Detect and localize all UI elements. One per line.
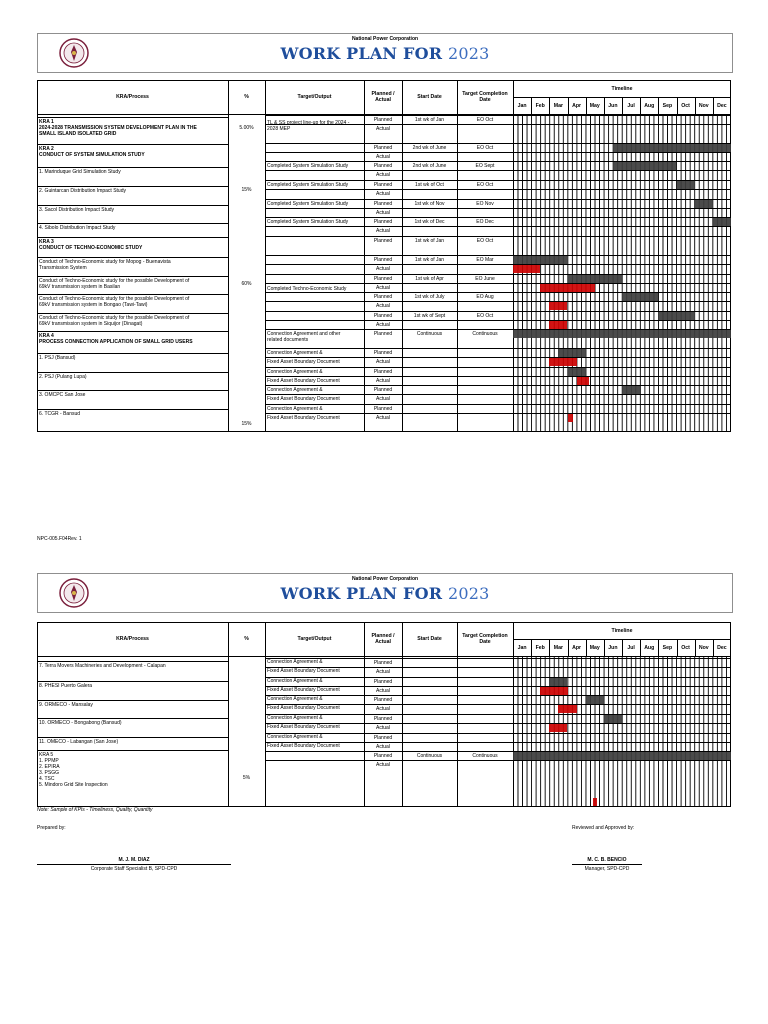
title-year: 2023 [448, 44, 490, 63]
completion-date: EO Mar [476, 257, 494, 263]
col-header-start-date: Start Date [417, 636, 442, 642]
planned-actual-label: Actual [376, 688, 390, 694]
kra-text: 69kV transmission system in Siquijor (Dinagat) [39, 321, 143, 327]
target-output: Fixed Asset Boundary Document [267, 687, 340, 693]
target-output: Fixed Asset Boundary Document [267, 743, 340, 749]
start-date: 1st wk of Dec [414, 219, 445, 225]
planned-actual-label: Planned [373, 716, 393, 722]
gantt-bar-planned [558, 349, 585, 357]
gantt-bar-actual [540, 687, 567, 695]
col-header-target: Target/Output [297, 94, 332, 100]
month-header-may: May [589, 102, 600, 109]
col-header-timeline: Timeline [611, 627, 633, 634]
completion-date: EO Nov [476, 201, 494, 207]
target-output: Connection Agreement & [267, 678, 323, 684]
kra-row-line [37, 737, 228, 738]
start-date: 1st wk of July [414, 294, 445, 300]
planned-actual-label: Planned [373, 257, 393, 263]
kra-text: 2. PSJ (Pulang Lupa) [39, 374, 87, 380]
page-title [38, 584, 732, 603]
month-header-feb: Feb [535, 644, 545, 651]
planned-actual-label: Planned [373, 313, 393, 319]
target-output: Fixed Asset Boundary Document [267, 724, 340, 730]
planned-actual-label: Actual [376, 126, 390, 132]
gantt-bar-planned [586, 696, 604, 704]
kra-text: 3. PSGG [39, 770, 60, 776]
kra-text: KRA 2 [39, 146, 54, 152]
month-divider [677, 639, 678, 656]
gantt-bar-planned [713, 218, 731, 226]
planned-actual-label: Actual [376, 744, 390, 750]
row-line [265, 226, 731, 227]
signatory-2 [572, 857, 642, 872]
planned-actual-label: Actual [376, 359, 390, 365]
note-text: Note: Sample of KPIs - Timeliness, Quality, Quantity [37, 807, 153, 813]
form-number: NPC-005.F04Rev. 1 [37, 536, 82, 542]
month-header-jan: Jan [517, 644, 527, 651]
gantt-bar-planned [604, 715, 622, 723]
kra-row-line [37, 205, 228, 206]
target-output: Fixed Asset Boundary Document [267, 668, 340, 674]
gantt-bar-planned [622, 386, 640, 394]
planned-actual-label: Actual [376, 154, 390, 160]
kra-text: 7. Terra Movers Machineries and Development - Calapan [39, 663, 166, 669]
target-output: Connection Agreement & [267, 406, 323, 412]
month-header-feb: Feb [535, 102, 545, 109]
row-line [265, 189, 731, 190]
month-header-may: May [589, 644, 600, 651]
month-header-oct: Oct [681, 644, 690, 651]
month-header-apr: Apr [572, 102, 582, 109]
start-date: 1st wk of Oct [415, 182, 444, 188]
month-divider [622, 97, 623, 114]
kra-text: 9. ORMECO - Mansalay [39, 702, 93, 708]
prepared-by-label: Prepared by: [37, 825, 66, 831]
page-header-2 [37, 573, 733, 613]
start-date: 1st wk of Jan [414, 117, 445, 123]
month-divider [640, 639, 641, 656]
percentage: 60% [241, 281, 252, 287]
month-divider [658, 97, 659, 114]
planned-actual-label: Actual [376, 706, 390, 712]
row-line [265, 348, 731, 349]
percentage: 5.00% [239, 125, 254, 131]
gantt-bar-planned [613, 144, 731, 152]
target-output: Completed System Simulation Study [267, 163, 349, 169]
kra-text: 1. PPMP [39, 758, 59, 764]
row-line [265, 264, 731, 265]
target-output: Connection Agreement and other [267, 331, 341, 337]
planned-actual-label: Actual [376, 762, 390, 768]
gantt-bar-planned [568, 275, 623, 283]
planned-actual-label: Planned [373, 753, 393, 759]
target-output: Fixed Asset Boundary Document [267, 705, 340, 711]
month-divider [568, 97, 569, 114]
completion-date: EO Oct [476, 313, 494, 319]
completion-date: EO Oct [476, 238, 494, 244]
row-line [265, 357, 731, 358]
signatory-2-position: Manager, SPD-CPD [584, 866, 630, 872]
target-output: Completed System Simulation Study [267, 182, 349, 188]
planned-actual-label: Planned [373, 735, 393, 741]
kra-text: 4. Sibolo Distribution Impact Study [39, 225, 116, 231]
gantt-bar-actual [593, 798, 597, 806]
kra-text: 1. PSJ (Bansud) [39, 355, 76, 361]
row-line [265, 170, 731, 171]
timeline-header-divider [513, 97, 731, 98]
completion-date: EO Oct [476, 182, 494, 188]
planned-actual-label: Planned [373, 331, 393, 337]
kra-text: 11. OMECO - Labangan (San Jose) [39, 739, 119, 745]
timeline-header-divider [513, 639, 731, 640]
page-title [38, 44, 732, 63]
kra-row-line [37, 409, 228, 410]
completion-date: EO Dec [476, 219, 494, 225]
kra-text: 69kV transmission system in Bongao (Tawi-Tawi) [39, 302, 148, 308]
col-header-completion-date: Target Completion Date [462, 91, 508, 103]
gantt-bar-planned [677, 181, 695, 189]
target-output: Connection Agreement & [267, 369, 323, 375]
month-divider [568, 639, 569, 656]
target-output: Fixed Asset Boundary Document [267, 415, 340, 421]
target-output: Connection Agreement & [267, 715, 323, 721]
planned-actual-label: Planned [373, 238, 393, 244]
start-date: 2nd wk of June [412, 163, 447, 169]
month-header-sep: Sep [662, 102, 673, 109]
kra-text: SMALL ISLAND ISOLATED GRID [39, 131, 117, 137]
month-divider [549, 639, 550, 656]
kra-row-line [37, 681, 228, 682]
month-header-jul: Jul [627, 644, 635, 651]
kra-text: 10. ORMECO - Bongabong (Bansud) [39, 720, 122, 726]
work-plan-table-2 [37, 622, 731, 807]
target-output: TL & SS project line-up for the 2024 - [267, 120, 350, 126]
planned-actual-label: Actual [376, 303, 390, 309]
kra-row-line [37, 257, 228, 258]
month-header-nov: Nov [698, 644, 709, 651]
start-date: Continuous [416, 331, 443, 337]
kra-row-line [37, 186, 228, 187]
gantt-bar-actual [549, 321, 567, 329]
target-output: Connection Agreement & [267, 387, 323, 393]
month-divider [531, 97, 532, 114]
target-output: Fixed Asset Boundary Document [267, 378, 340, 384]
signatory-1 [37, 857, 231, 872]
planned-actual-label: Actual [376, 415, 390, 421]
kra-text: KRA 5 [39, 752, 54, 758]
gantt-bar-planned [513, 256, 568, 264]
planned-actual-label: Actual [376, 669, 390, 675]
gantt-bar-actual [577, 377, 590, 385]
target-output: related documents [267, 337, 309, 343]
col-header-target: Target/Output [297, 636, 332, 642]
col-header-kra: KRA/Process [116, 636, 149, 642]
kra-row-line [37, 276, 228, 277]
target-output: Fixed Asset Boundary Document [267, 359, 340, 365]
month-divider [713, 639, 714, 656]
kra-text: 4. TSC [39, 776, 55, 782]
kra-row-line [37, 223, 228, 224]
column-divider [265, 80, 266, 432]
gantt-bar-planned [658, 312, 694, 320]
month-divider [549, 97, 550, 114]
start-date: 2nd wk of June [412, 145, 447, 151]
planned-actual-label: Planned [373, 679, 393, 685]
month-header-apr: Apr [572, 644, 582, 651]
month-divider [604, 97, 605, 114]
row-line [265, 301, 731, 302]
row-line [265, 760, 731, 761]
row-line [265, 394, 731, 395]
month-header-jul: Jul [627, 102, 635, 109]
gantt-bar-actual [549, 302, 567, 310]
gantt-bar-planned [513, 330, 731, 338]
planned-actual-label: Actual [376, 322, 390, 328]
title-text: WORK PLAN FOR [280, 584, 443, 603]
planned-actual-label: Planned [373, 406, 393, 412]
kra-text: 8. PHESI Puerto Galera [39, 683, 93, 689]
kra-text: Conduct of Techno-Economic study for the possible Development of [39, 315, 190, 321]
gantt-bar-actual [549, 724, 567, 732]
month-header-jan: Jan [517, 102, 527, 109]
completion-date: EO Sept [475, 163, 495, 169]
kra-row-line [37, 353, 228, 354]
row-line [265, 376, 731, 377]
kra-row-line [37, 117, 228, 118]
planned-actual-label: Planned [373, 163, 393, 169]
start-date: 1st wk of Jan [414, 257, 445, 263]
completion-date: EO June [475, 276, 495, 282]
target-output: Completed System Simulation Study [267, 219, 349, 225]
month-header-dec: Dec [717, 644, 727, 651]
start-date: 1st wk of Nov [414, 201, 445, 207]
kra-text: Transmission System [39, 265, 87, 271]
kra-text: Conduct of Techno-Economic study for the possible Development of [39, 296, 190, 302]
title-text: WORK PLAN FOR [280, 44, 443, 63]
row-line [265, 208, 731, 209]
planned-actual-label: Planned [373, 145, 393, 151]
month-divider [695, 639, 696, 656]
col-header-planned-actual: Planned / Actual [371, 633, 395, 645]
kra-text: KRA 3 [39, 239, 54, 245]
month-header-jun: Jun [608, 102, 618, 109]
target-output: Connection Agreement & [267, 696, 323, 702]
kra-text: 2. Guintarcan Distribution Impact Study [39, 188, 126, 194]
gantt-bar-actual [558, 705, 576, 713]
completion-date: EO Aug [476, 294, 494, 300]
column-divider [228, 80, 229, 432]
kra-row-line [37, 237, 228, 238]
row-line [265, 152, 731, 153]
kra-row-line [37, 750, 228, 751]
row-line [265, 385, 731, 386]
gantt-bar-actual [540, 284, 595, 292]
percentage: 5% [242, 775, 251, 781]
planned-actual-label: Planned [373, 660, 393, 666]
target-output: Completed System Simulation Study [267, 201, 349, 207]
reviewed-by-label: Reviewed and Approved by: [572, 825, 635, 831]
month-divider [586, 639, 587, 656]
gantt-bar-planned [622, 293, 658, 301]
month-header-dec: Dec [717, 102, 727, 109]
kra-text: 3. OMCPC San Jose [39, 392, 86, 398]
kra-row-line [37, 331, 228, 332]
month-divider [531, 639, 532, 656]
target-output: Connection Agreement & [267, 350, 323, 356]
gantt-bar-planned [695, 200, 713, 208]
kra-row-line [37, 372, 228, 373]
kra-text: PROCESS CONNECTION APPLICATION OF SMALL GRID USERS [39, 339, 193, 345]
target-output: Connection Agreement & [267, 659, 323, 665]
planned-actual-label: Actual [376, 396, 390, 402]
month-header-aug: Aug [644, 644, 655, 651]
completion-date: Continuous [472, 753, 498, 759]
planned-actual-label: Planned [373, 219, 393, 225]
planned-actual-label: Actual [376, 172, 390, 178]
col-header-timeline: Timeline [611, 85, 633, 92]
start-date: 1st wk of Apr [415, 276, 444, 282]
work-plan-table-1 [37, 80, 731, 432]
gantt-bar-planned [549, 678, 567, 686]
planned-actual-label: Planned [373, 369, 393, 375]
kra-row-line [37, 294, 228, 295]
col-header-start-date: Start Date [417, 94, 442, 100]
kra-text: 69kV transmission system in Basilan [39, 284, 121, 290]
col-header-planned-actual: Planned / Actual [371, 91, 395, 103]
month-divider [604, 639, 605, 656]
start-date: Continuous [416, 753, 443, 759]
title-year: 2023 [448, 584, 490, 603]
row-line [265, 413, 731, 414]
planned-actual-label: Actual [376, 228, 390, 234]
kra-text: 2. EPIRA [39, 764, 60, 770]
gantt-bar-planned [513, 752, 731, 760]
kra-row-line [37, 718, 228, 719]
planned-actual-label: Planned [373, 697, 393, 703]
completion-date: EO Oct [476, 145, 494, 151]
percentage: 15% [241, 421, 252, 427]
gantt-bar-actual [568, 414, 573, 422]
kra-text: 1. Marinduque Grid Simulation Study [39, 169, 121, 175]
planned-actual-label: Actual [376, 191, 390, 197]
kra-text: KRA 4 [39, 333, 54, 339]
target-output: 2028 MEP [267, 126, 291, 132]
kra-row-line [37, 390, 228, 391]
month-header-sep: Sep [662, 644, 673, 651]
month-divider [640, 97, 641, 114]
start-date: 1st wk of Jan [414, 238, 445, 244]
planned-actual-label: Actual [376, 725, 390, 731]
month-header-oct: Oct [681, 102, 690, 109]
planned-actual-label: Planned [373, 276, 393, 282]
kra-text: KRA 1 [39, 119, 54, 125]
month-header-aug: Aug [644, 102, 655, 109]
org-name: National Power Corporation [351, 36, 419, 42]
gantt-bar-actual [513, 265, 540, 273]
timeline-week-grid [513, 656, 731, 807]
month-divider [713, 97, 714, 114]
month-header-jun: Jun [608, 644, 618, 651]
page-header [37, 33, 733, 73]
gantt-bar-actual [549, 358, 576, 366]
signatory-2-name: M. C. B. BENCIO [572, 857, 642, 865]
row-line [265, 367, 731, 368]
col-header-completion-date: Target Completion Date [462, 633, 508, 645]
org-name: National Power Corporation [351, 576, 419, 582]
kra-text: Conduct of Techno-Economic study for the possible Development of [39, 278, 190, 284]
col-header-pct: % [244, 94, 249, 100]
percentage: 15% [241, 187, 252, 193]
target-output: Connection Agreement & [267, 734, 323, 740]
kra-row-line [37, 700, 228, 701]
month-header-mar: Mar [553, 644, 564, 651]
planned-actual-label: Actual [376, 378, 390, 384]
completion-date: Continuous [472, 331, 498, 337]
kra-row-line [37, 661, 228, 662]
row-line [265, 404, 731, 405]
kra-text: 3. Sacol Distribution Impact Study [39, 207, 115, 213]
month-divider [695, 97, 696, 114]
row-line [265, 320, 731, 321]
planned-actual-label: Actual [376, 266, 390, 272]
planned-actual-label: Actual [376, 210, 390, 216]
kra-text: CONDUCT OF TECHNO-ECONOMIC STUDY [39, 245, 143, 251]
kra-row-line [37, 167, 228, 168]
start-date: 1st wk of Sept [413, 313, 446, 319]
planned-actual-label: Planned [373, 387, 393, 393]
kra-text: Conduct of Techno-Economic study for Mopog - Buenavista [39, 259, 171, 265]
col-header-pct: % [244, 636, 249, 642]
planned-actual-label: Planned [373, 350, 393, 356]
month-divider [677, 97, 678, 114]
target-output: Fixed Asset Boundary Document [267, 396, 340, 402]
col-header-kra: KRA/Process [116, 94, 149, 100]
target-output: Completed Techno-Economic Study [267, 286, 347, 292]
month-header-nov: Nov [698, 102, 709, 109]
signatory-1-name: M. J. M. DIAZ [37, 857, 231, 865]
kra-row-line [37, 144, 228, 145]
month-divider [586, 97, 587, 114]
month-divider [658, 639, 659, 656]
planned-actual-label: Actual [376, 285, 390, 291]
planned-actual-label: Planned [373, 117, 393, 123]
kra-text: 2024-2028 TRANSMISSION SYSTEM DEVELOPMENT PLAN IN THE [39, 125, 197, 131]
kra-text: 6. TCGR - Bansud [39, 411, 81, 417]
kra-text: 5. Mindoro Grid Site Inspection [39, 782, 108, 788]
gantt-bar-planned [613, 162, 677, 170]
signatory-1-position: Corporate Staff Specialist B, SPD-CPD [90, 866, 178, 872]
gantt-bar-planned [568, 368, 586, 376]
month-divider [622, 639, 623, 656]
kra-text: CONDUCT OF SYSTEM SIMULATION STUDY [39, 152, 145, 158]
completion-date: EO Oct [476, 117, 494, 123]
kra-row-line [37, 313, 228, 314]
month-header-mar: Mar [553, 102, 564, 109]
planned-actual-label: Planned [373, 201, 393, 207]
planned-actual-label: Planned [373, 182, 393, 188]
row-line [265, 283, 731, 284]
planned-actual-label: Planned [373, 294, 393, 300]
